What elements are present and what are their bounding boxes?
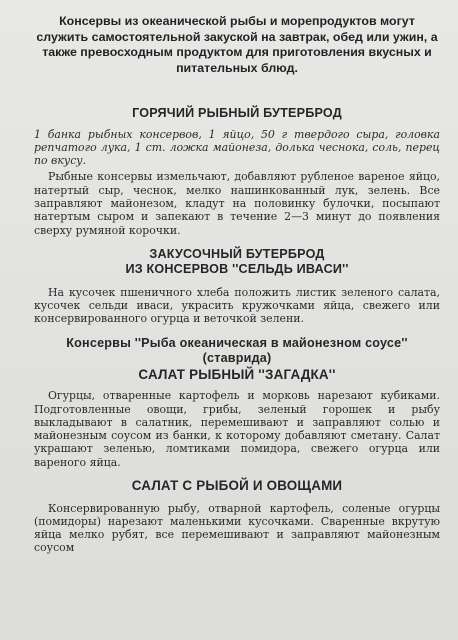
recipe-snack-sandwich xyxy=(34,247,440,326)
recipe-salad-vegetables xyxy=(34,478,440,555)
section-title-line2: (ставрида) xyxy=(202,351,272,366)
spacer xyxy=(34,494,440,502)
recipe-title: ГОРЯЧИЙ РЫБНЫЙ БУТЕРБРОД xyxy=(132,106,342,120)
recipe-title-line1: ЗАКУСОЧНЫЙ БУТЕРБРОД xyxy=(149,246,325,261)
spacer xyxy=(34,382,440,389)
recipe-title: САЛАТ С РЫБОЙ И ОВОЩАМИ xyxy=(131,478,343,494)
recipe-instructions: Рыбные консервы измельчают, добавляют рубленое вареное яйцо, натертый сыр, чеснок, мелко нашинкованный лук, зелень. Все заправляют майонезом, кладут на половинку булочки, посыпают натертым сыром и запекают в течение 2—3 минут до появления сверху румяной корочки. xyxy=(34,170,440,237)
recipe-instructions: На кусочек пшеничного хлеба положить листик зеленого салата, кусочек сельди иваси, украсить кружочками яйца, свежего или консервированного огурца и веточкой зелени. xyxy=(34,285,440,326)
section-title-line1: Консервы ''Рыба океаническая в майонезном соусе'' xyxy=(66,335,408,350)
spacer xyxy=(34,326,440,336)
spacer xyxy=(34,469,440,478)
intro-text: Консервы из океанической рыбы и морепродуктов могут служить самостоятельной закуской на завтрак, обед или ужин, а также превосходным продуктом для приготовления вкусных и питательных блюд. xyxy=(36,14,438,75)
recipe-title: САЛАТ РЫБНЫЙ ''ЗАГАДКА'' xyxy=(138,366,336,382)
recipe-instructions: Консервированную рыбу, отварной картофель, соленые огурцы (помидоры) нарезают маленькими кусочками. Сваренные вкрутую яйца мелко рубят, все перемешивают и заправляют майонезным соусом xyxy=(34,501,440,555)
recipe-title-line2: ИЗ КОНСЕРВОВ ''СЕЛЬДЬ ИВАСИ'' xyxy=(125,262,349,277)
spacer xyxy=(34,278,440,286)
section-mayonnaise-fish xyxy=(34,336,440,469)
spacer xyxy=(34,237,440,247)
recipe-hot-sandwich xyxy=(34,106,440,237)
recipe-ingredients: 1 банка рыбных консервов, 1 яйцо, 50 г твердого сыра, головка репчатого лука, 1 ст. ложка майонеза, долька чеснока, соль, перец по вкусу. xyxy=(34,127,440,168)
recipe-instructions: Огурцы, отваренные картофель и морковь нарезают кубиками. Подготовленные овощи, грибы, зеленый горошек и рыбу выкладывают в салатник, перемешивают и заправляют солью и майонезным соусом из банки, к которому добавляют сметану. Салат украшают зеленью, ломтиками помидора, свежего огурца или вареного яйца. xyxy=(34,389,440,469)
